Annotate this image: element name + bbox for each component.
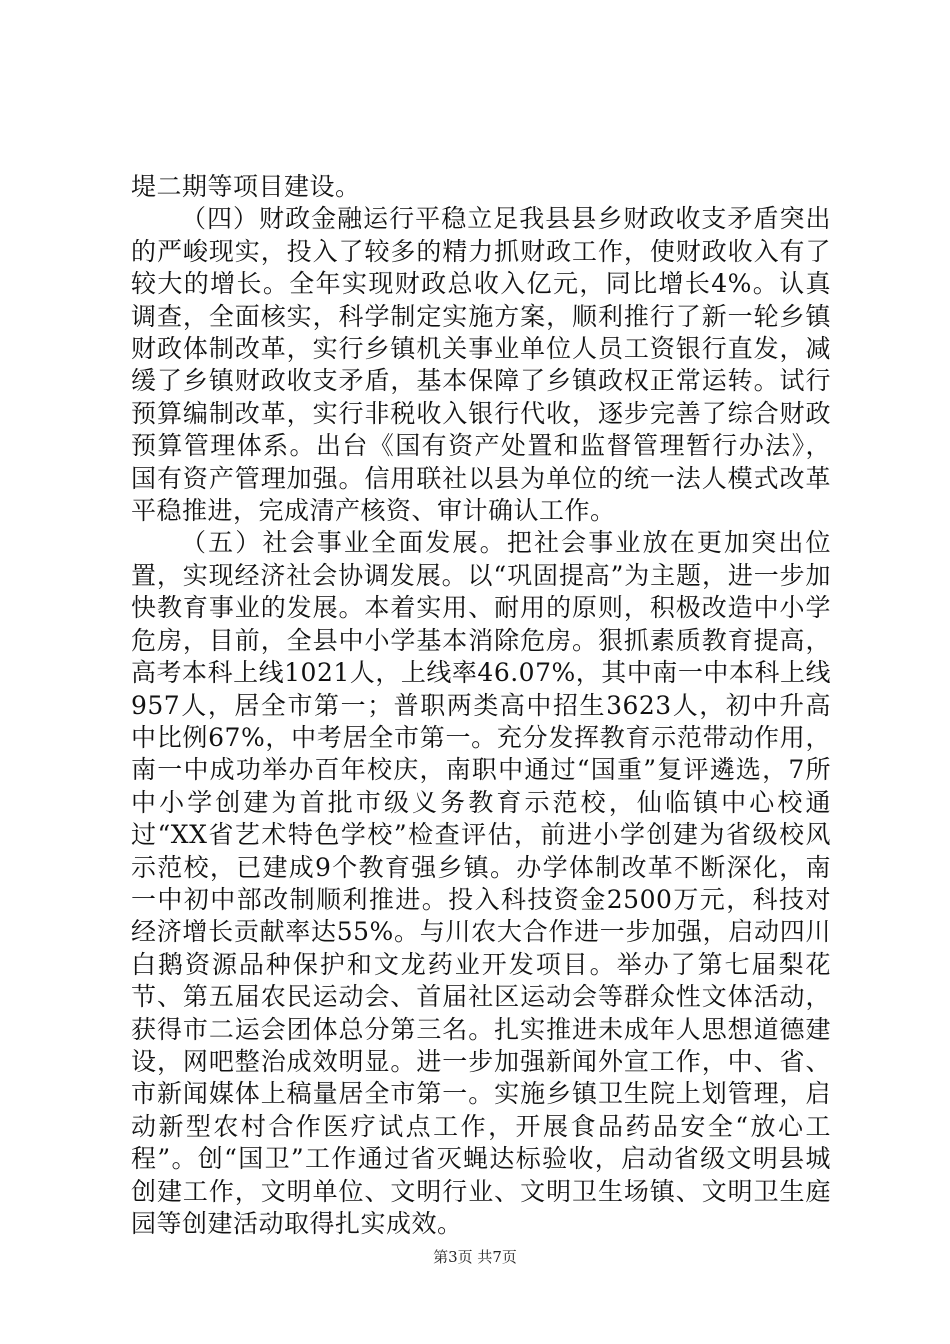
paragraph-social-affairs: （五）社会事业全面发展。把社会事业放在更加突出位置，实现经济社会协调发展。以“巩固提高”为主题，进一步加快教育事业的发展。本着实用、耐用的原则，积极改造中小学危房，目前，全县中小学基本消除危房。狠抓素质教育提高，高考本科上线1021人，上线率46.07%，其中南一中本科上线957人，居全市第一；普职两类高中招生3623人，初中升高中比例67%，中考居全市第一。充分发挥教育示范带动作用，南一中成功举办百年校庆，南职中通过“国重”复评遴选，7所中小学创建为首批市级义务教育示范校，仙临镇中心校通过“XX省艺术特色学校”检查评估，前进小学创建为省级校风示范校，已建成9个教育强乡镇。办学体制改革不断深化，南一中初中部改制顺利推进。投入科技资金2500万元，科技对经济增长贡献率达55%。与川农大合作进一步加强，启动四川白鹅资源品种保护和文龙药业开发项目。举办了第七届梨花节、第五届农民运动会、首届社区运动会等群众性文体活动，获得市二运会团体总分第三名。扎实推进未成年人思想道德建设，网吧整治成效明显。进一步加强新闻外宣工作，中、省、市新闻媒体上稿量居全市第一。实施乡镇卫生院上划管理，启动新型农村合作医疗试点工作，开展食品药品安全“放心工程”。创“国卫”工作通过省灭蝇达标验收，启动省级文明县城创建工作，文明单位、文明行业、文明卫生场镇、文明卫生庭园等创建活动取得扎实成效。 — [131, 528, 831, 1238]
paragraph-continuation: 堤二期等项目建设。 — [131, 172, 361, 201]
page-footer: 第3页 共7页 — [433, 1248, 517, 1266]
document-body — [131, 171, 831, 1240]
paragraph-finance: （四）财政金融运行平稳立足我县县乡财政收支矛盾突出的严峻现实，投入了较多的精力抓财政工作，使财政收入有了较大的增长。全年实现财政总收入亿元，同比增长4%。认真调查，全面核实，科学制定实施方案，顺利推行了新一轮乡镇财政体制改革，实行乡镇机关事业单位人员工资银行直发，减缓了乡镇财政收支矛盾，基本保障了乡镇政权正常运转。试行预算编制改革，实行非税收入银行代收，逐步完善了综合财政预算管理体系。出台《国有资产处置和监督管理暂行办法》，国有资产管理加强。信用联社以县为单位的统一法人模式改革平稳推进，完成清产核资、审计确认工作。 — [131, 204, 831, 526]
